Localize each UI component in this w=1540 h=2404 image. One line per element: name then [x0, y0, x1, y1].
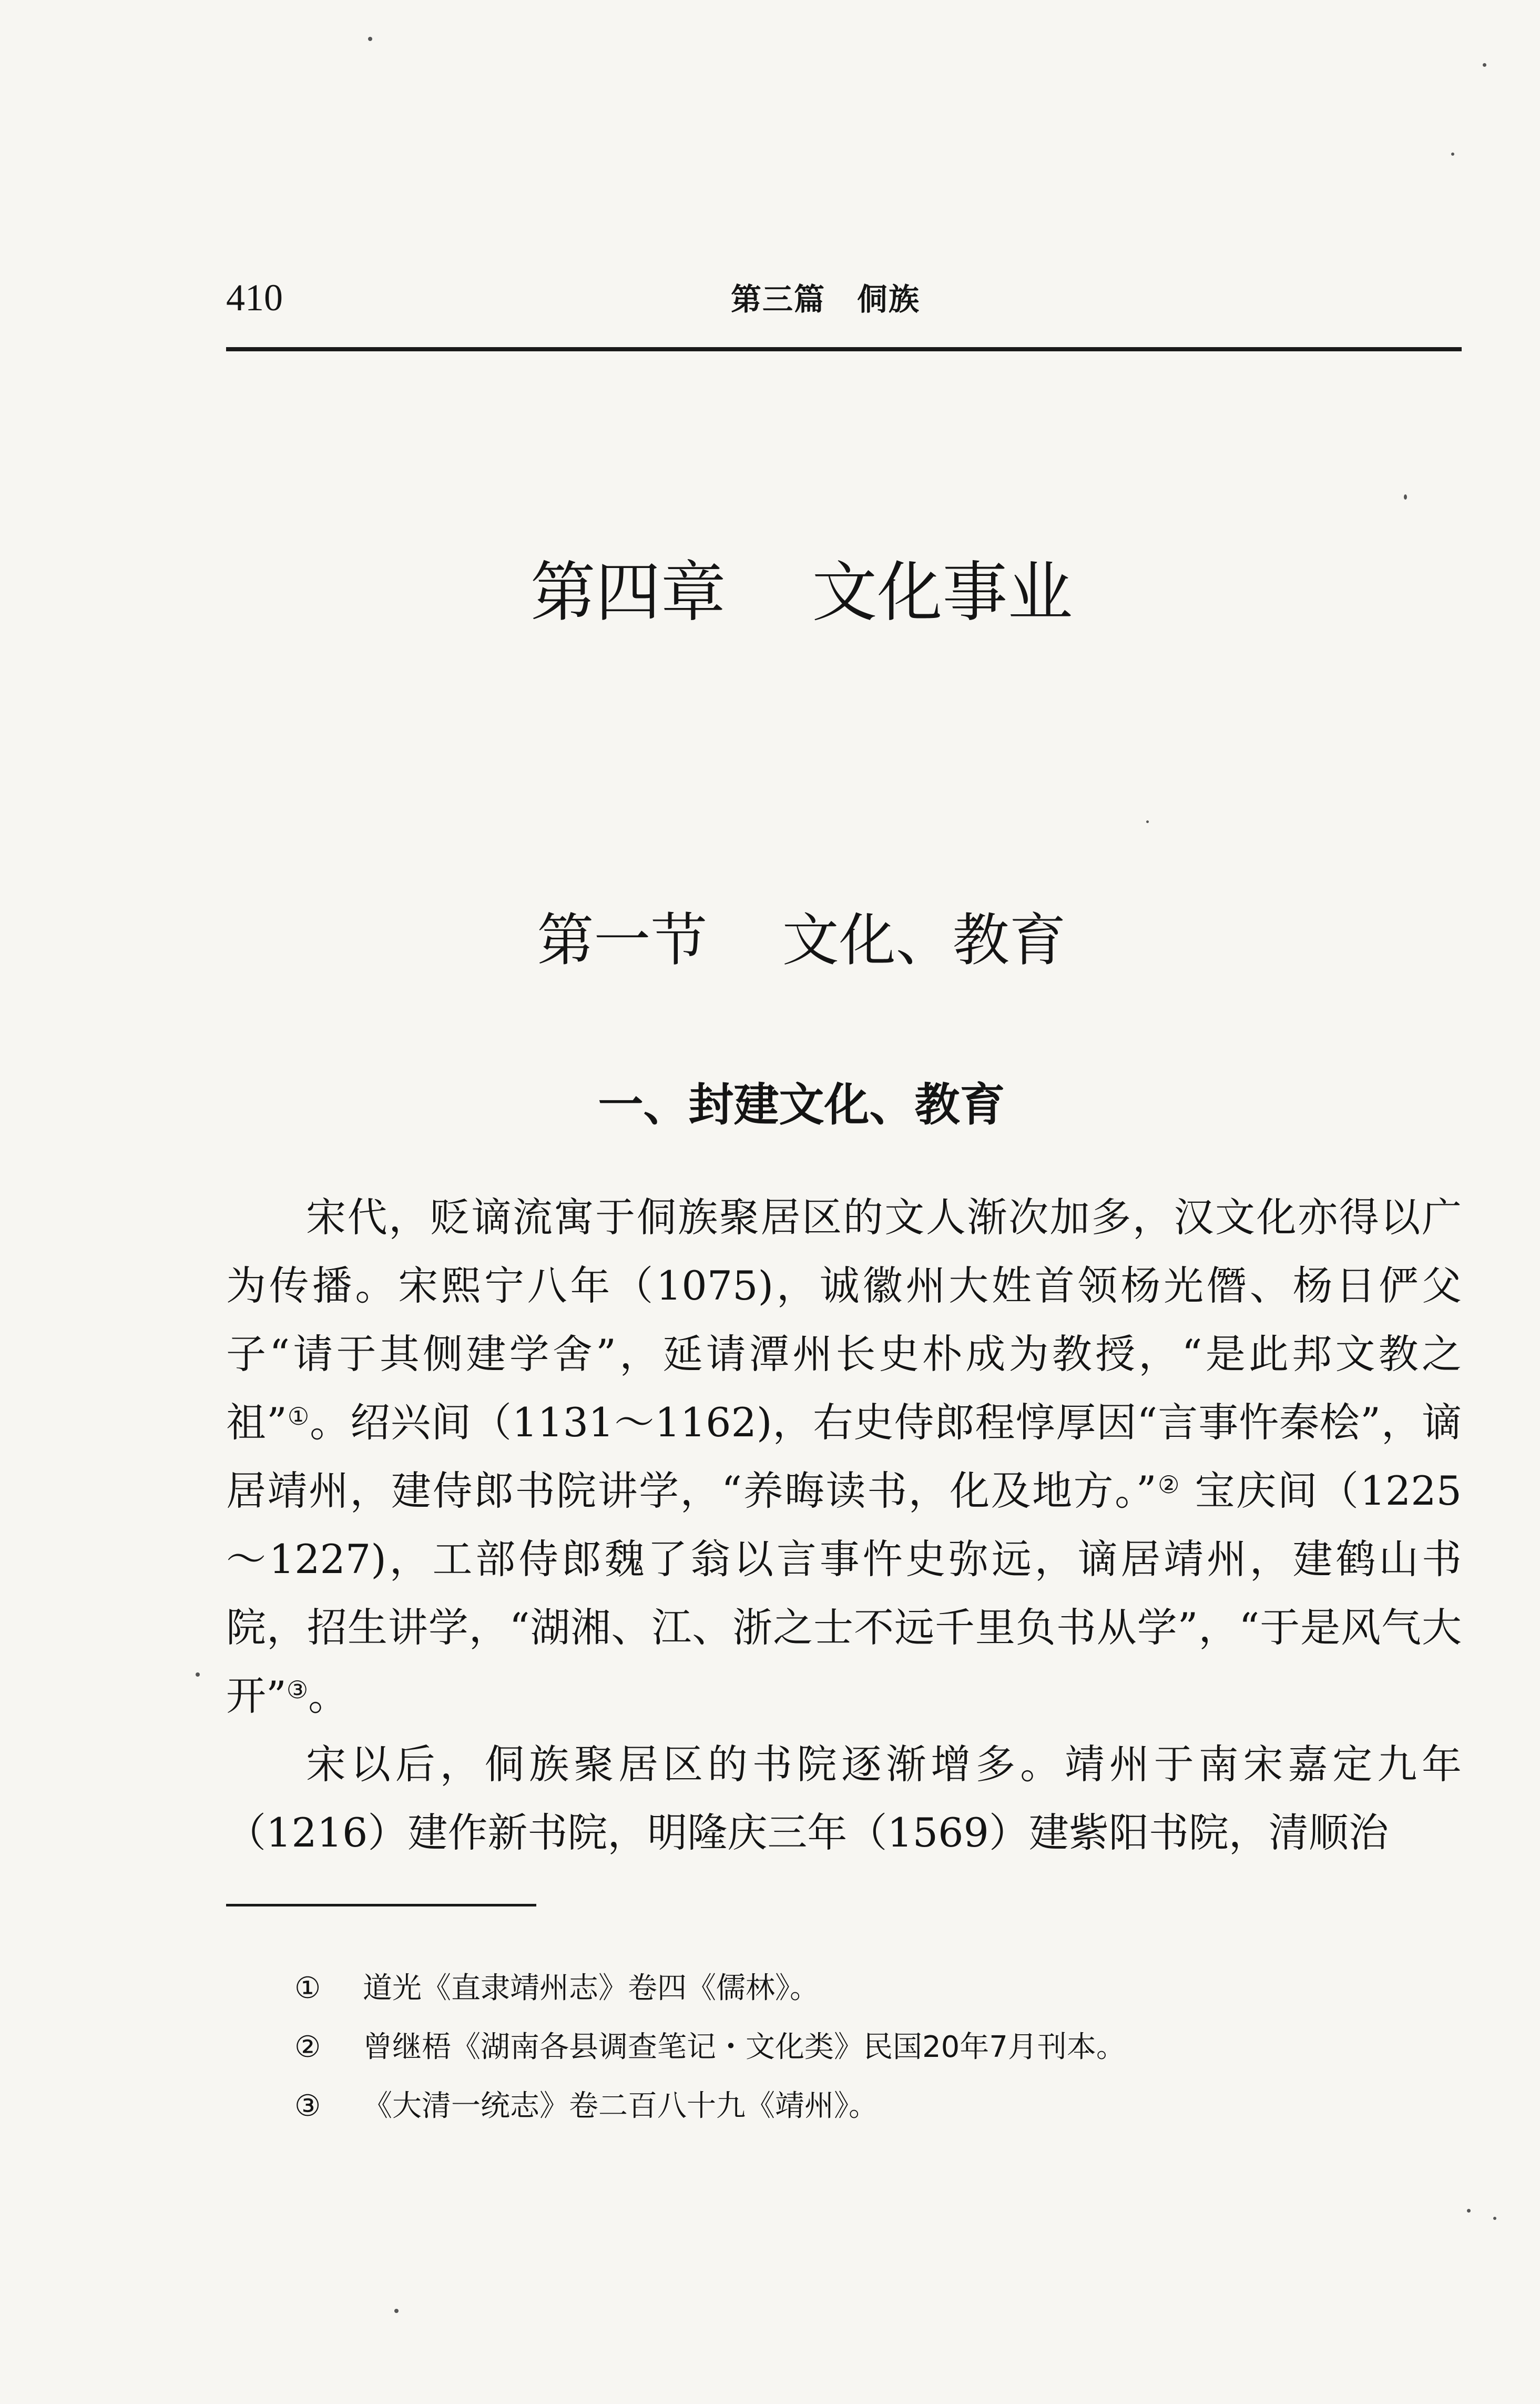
- chapter-title: 第四章 文化事业: [530, 555, 1073, 631]
- paragraph-text: 。绍兴间（1131～1162)，右史侍郎程惇厚因“言事忤秦桧”，谪居靖州，建侍郎书院讲学，“养晦读书，化及地方。”: [226, 1399, 1462, 1514]
- paragraph-text: 宝庆间（1225～1227)，工部侍郎魏了翁以言事忤史弥远，谪居靖州，建鹤山书院，招生讲学，“湖湘、江、浙之士不远千里负书从学”，“于是风气大开”: [226, 1467, 1462, 1719]
- scan-speck: [1451, 153, 1454, 156]
- footnote-text: 曾继梧《湖南各县调查笔记・文化类》民国20年7月刊本。: [363, 2030, 1126, 2064]
- page-number: 410: [226, 277, 283, 319]
- scan-speck: [394, 2309, 399, 2313]
- footnote-reference: ②: [1156, 1470, 1181, 1499]
- running-head: 第三篇 侗族: [731, 281, 921, 317]
- scan-speck: [1483, 63, 1486, 67]
- body-paragraph: [226, 1183, 1462, 1730]
- paragraph-text: 宋代，贬谪流寓于侗族聚居区的文人渐次加多，汉文化亦得以广为传播。宋熙宁八年（1075)，诚徽州大姓首领杨光僭、杨日俨父子“请于其侧建学舍”，延请潭州长史朴成为教授，“是此邦文教之祖”: [226, 1194, 1462, 1446]
- scan-speck: [196, 1672, 200, 1677]
- footnote: [294, 2018, 1399, 2077]
- header-rule: [226, 347, 1462, 351]
- section-title: 第一节 文化、教育: [537, 908, 1066, 973]
- footnote-mark: ③: [294, 2089, 321, 2123]
- paragraph-text: 宋以后，侗族聚居区的书院逐渐增多。靖州于南宋嘉定九年（1216）建作新书院，明隆庆三年（1569）建紫阳书院，清顺治: [226, 1741, 1462, 1856]
- paragraph-text: 。: [308, 1672, 349, 1719]
- body-paragraph: [226, 1730, 1462, 1867]
- footnote-reference: ①: [287, 1402, 310, 1431]
- scan-speck: [1493, 2217, 1496, 2220]
- footnote-text: 道光《直隶靖州志》卷四《儒林》。: [363, 1971, 819, 2005]
- footnote: [294, 1959, 1399, 2018]
- footnote-mark: ②: [294, 2030, 321, 2064]
- scan-speck: [1146, 820, 1149, 823]
- scan-speck: [1467, 2209, 1471, 2213]
- scan-speck: [368, 37, 372, 41]
- footnote-rule: [226, 1904, 536, 1906]
- footnote-mark: ①: [294, 1971, 321, 2005]
- body-text: [226, 1183, 1462, 1867]
- footnotes: [294, 1959, 1399, 2136]
- subsection-title: 一、封建文化、教育: [598, 1079, 1005, 1131]
- footnote-reference: ③: [286, 1676, 309, 1704]
- footnote-text: 《大清一统志》卷二百八十九《靖州》。: [363, 2089, 878, 2123]
- scan-speck: [1404, 494, 1407, 500]
- footnote: [294, 2077, 1399, 2136]
